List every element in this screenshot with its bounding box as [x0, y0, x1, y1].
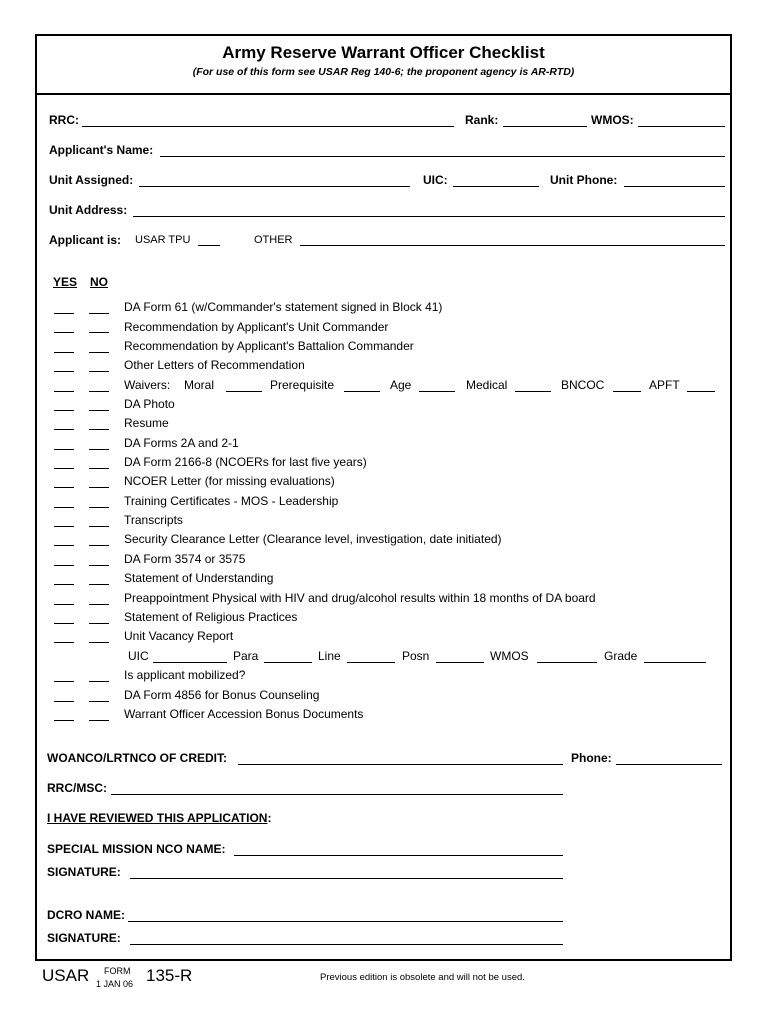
- waiver-apft-label: APFT: [649, 378, 680, 392]
- checklist-item-da-forms-2a: DA Forms 2A and 2-1: [124, 436, 239, 450]
- no-checkbox[interactable]: [89, 507, 109, 508]
- signature-field-2[interactable]: [130, 944, 563, 945]
- uic-label: UIC:: [423, 173, 448, 187]
- checklist-item-mobilized: Is applicant mobilized?: [124, 668, 246, 682]
- checklist-item-unit-vacancy-report: Unit Vacancy Report: [124, 629, 234, 643]
- yes-checkbox[interactable]: [54, 720, 74, 721]
- vacancy-para-field[interactable]: [264, 662, 312, 663]
- no-checkbox[interactable]: [89, 526, 109, 527]
- applicant-is-label: Applicant is:: [49, 233, 122, 247]
- footer-form-number: 135-R: [146, 966, 193, 985]
- signature-label-2: SIGNATURE:: [47, 931, 121, 945]
- no-checkbox[interactable]: [89, 352, 109, 353]
- vacancy-posn-field[interactable]: [436, 662, 484, 663]
- checklist-item-da-form-3574: DA Form 3574 or 3575: [124, 552, 246, 566]
- no-checkbox[interactable]: [89, 313, 109, 314]
- waiver-moral-field[interactable]: [226, 391, 262, 392]
- vacancy-posn-label: Posn: [402, 649, 430, 663]
- form-subtitle: (For use of this form see USAR Reg 140-6; the proponent agency is AR-RTD): [192, 66, 575, 78]
- rrc-label: RRC:: [49, 113, 79, 127]
- yes-checkbox[interactable]: [54, 332, 74, 333]
- checklist-item-resume: Resume: [124, 416, 169, 430]
- usar-tpu-label: USAR TPU: [135, 234, 191, 246]
- no-checkbox[interactable]: [89, 391, 109, 392]
- no-checkbox[interactable]: [89, 371, 109, 372]
- vacancy-grade-field[interactable]: [644, 662, 706, 663]
- signature-field-1[interactable]: [130, 878, 563, 879]
- yes-checkbox[interactable]: [54, 487, 74, 488]
- yes-checkbox[interactable]: [54, 604, 74, 605]
- woanco-field[interactable]: [238, 764, 563, 765]
- smnco-name-label: SPECIAL MISSION NCO NAME:: [47, 842, 226, 856]
- no-checkbox[interactable]: [89, 701, 109, 702]
- checklist-item-training-certificates: Training Certificates - MOS - Leadership: [124, 494, 339, 508]
- vacancy-wmos-field[interactable]: [537, 662, 597, 663]
- phone-field[interactable]: [616, 764, 722, 765]
- yes-checkbox[interactable]: [54, 565, 74, 566]
- yes-checkbox[interactable]: [54, 681, 74, 682]
- yes-checkbox[interactable]: [54, 449, 74, 450]
- wmos-field[interactable]: [638, 126, 725, 127]
- vacancy-line-label: Line: [318, 649, 341, 663]
- vacancy-para-label: Para: [233, 649, 259, 663]
- unit-phone-label: Unit Phone:: [550, 173, 618, 187]
- no-checkbox[interactable]: [89, 584, 109, 585]
- wmos-label: WMOS:: [591, 113, 634, 127]
- other-field[interactable]: [300, 245, 725, 246]
- dcro-name-label: DCRO NAME:: [47, 908, 125, 922]
- signature-label-1: SIGNATURE:: [47, 865, 121, 879]
- footer-usar: USAR: [42, 966, 90, 985]
- no-checkbox[interactable]: [89, 487, 109, 488]
- checklist-item-statement-of-understanding: Statement of Understanding: [124, 571, 274, 585]
- no-checkbox[interactable]: [89, 604, 109, 605]
- vacancy-uic-label: UIC: [128, 649, 149, 663]
- yes-checkbox[interactable]: [54, 623, 74, 624]
- no-checkbox[interactable]: [89, 720, 109, 721]
- dcro-name-field[interactable]: [128, 921, 563, 922]
- woanco-label: WOANCO/LRTNCO OF CREDIT:: [47, 751, 227, 765]
- no-checkbox[interactable]: [89, 468, 109, 469]
- reviewed-text: I HAVE REVIEWED THIS APPLICATION: [47, 811, 268, 825]
- checklist-item-battalion-commander: Recommendation by Applicant's Battalion Commander: [124, 339, 414, 353]
- yes-checkbox[interactable]: [54, 371, 74, 372]
- yes-checkbox[interactable]: [54, 526, 74, 527]
- vacancy-grade-label: Grade: [604, 649, 638, 663]
- waiver-prerequisite-field[interactable]: [344, 391, 380, 392]
- waiver-prerequisite-label: Prerequisite: [270, 378, 335, 392]
- unit-phone-field[interactable]: [624, 186, 725, 187]
- yes-header: YES: [53, 275, 78, 289]
- no-checkbox[interactable]: [89, 410, 109, 411]
- waiver-bncoc-field[interactable]: [613, 391, 641, 392]
- checklist-item-da-photo: DA Photo: [124, 397, 175, 411]
- applicant-name-label: Applicant's Name:: [49, 143, 154, 157]
- no-checkbox[interactable]: [89, 642, 109, 643]
- vacancy-uic-field[interactable]: [153, 662, 227, 663]
- yes-checkbox[interactable]: [54, 468, 74, 469]
- unit-assigned-label: Unit Assigned:: [49, 173, 134, 187]
- yes-checkbox[interactable]: [54, 352, 74, 353]
- checklist-item-security-clearance: Security Clearance Letter (Clearance level, investigation, date initiated): [124, 532, 502, 546]
- rank-label: Rank:: [465, 113, 499, 127]
- checklist-item-other-letters: Other Letters of Recommendation: [124, 358, 305, 372]
- unit-address-field[interactable]: [133, 216, 725, 217]
- no-checkbox[interactable]: [89, 623, 109, 624]
- other-label: OTHER: [254, 234, 293, 246]
- yes-checkbox[interactable]: [54, 313, 74, 314]
- reviewed-colon: :: [267, 811, 272, 825]
- no-checkbox[interactable]: [89, 332, 109, 333]
- yes-checkbox[interactable]: [54, 507, 74, 508]
- checklist-item-ncoer-letter: NCOER Letter (for missing evaluations): [124, 474, 335, 488]
- yes-checkbox[interactable]: [54, 642, 74, 643]
- smnco-name-field[interactable]: [234, 855, 563, 856]
- waiver-moral-label: Moral: [184, 378, 215, 392]
- checklist-item-preappointment-physical: Preappointment Physical with HIV and drug/alcohol results within 18 months of DA board: [124, 591, 596, 605]
- reviewed-heading: [47, 811, 271, 825]
- waiver-apft-field[interactable]: [687, 391, 715, 392]
- yes-checkbox[interactable]: [54, 391, 74, 392]
- no-checkbox[interactable]: [89, 429, 109, 430]
- no-checkbox[interactable]: [89, 681, 109, 682]
- footer-note: Previous edition is obsolete and will not be used.: [320, 972, 525, 983]
- uic-field[interactable]: [453, 186, 539, 187]
- yes-checkbox[interactable]: [54, 701, 74, 702]
- yes-checkbox[interactable]: [54, 545, 74, 546]
- no-header: NO: [90, 275, 108, 289]
- no-checkbox[interactable]: [89, 449, 109, 450]
- no-checkbox[interactable]: [89, 545, 109, 546]
- usar-tpu-field[interactable]: [198, 245, 220, 246]
- applicant-name-field[interactable]: [160, 156, 725, 157]
- checklist-item-religious-practices: Statement of Religious Practices: [124, 610, 298, 624]
- rrc-msc-label: RRC/MSC:: [47, 781, 107, 795]
- waiver-age-field[interactable]: [419, 391, 455, 392]
- form-title: Army Reserve Warrant Officer Checklist: [222, 43, 545, 62]
- vacancy-line-field[interactable]: [347, 662, 395, 663]
- footer-date: 1 JAN 06: [96, 979, 134, 989]
- rrc-field[interactable]: [82, 126, 454, 127]
- rank-field[interactable]: [503, 126, 587, 127]
- title-box: [37, 36, 730, 95]
- yes-checkbox[interactable]: [54, 429, 74, 430]
- waiver-medical-field[interactable]: [515, 391, 551, 392]
- yes-checkbox[interactable]: [54, 410, 74, 411]
- waiver-age-label: Age: [390, 378, 412, 392]
- checklist-item-accession-bonus: Warrant Officer Accession Bonus Documents: [124, 707, 364, 721]
- vacancy-wmos-label: WMOS: [490, 649, 529, 663]
- checklist-item-da-form-2166-8: DA Form 2166-8 (NCOERs for last five years): [124, 455, 367, 469]
- checklist-item-da-form-61: DA Form 61 (w/Commander's statement signed in Block 41): [124, 300, 443, 314]
- phone-label: Phone:: [571, 751, 612, 765]
- checklist-item-da-form-4856: DA Form 4856 for Bonus Counseling: [124, 688, 320, 702]
- unit-address-label: Unit Address:: [49, 203, 128, 217]
- yes-checkbox[interactable]: [54, 584, 74, 585]
- checklist-item-waivers: Waivers:: [124, 378, 171, 392]
- checklist-item-unit-commander: Recommendation by Applicant's Unit Commander: [124, 320, 389, 334]
- rrc-msc-field[interactable]: [111, 794, 563, 795]
- waiver-medical-label: Medical: [466, 378, 508, 392]
- no-checkbox[interactable]: [89, 565, 109, 566]
- checklist-item-transcripts: Transcripts: [124, 513, 183, 527]
- waiver-bncoc-label: BNCOC: [561, 378, 605, 392]
- footer-form: FORM: [104, 966, 131, 976]
- unit-assigned-field[interactable]: [139, 186, 410, 187]
